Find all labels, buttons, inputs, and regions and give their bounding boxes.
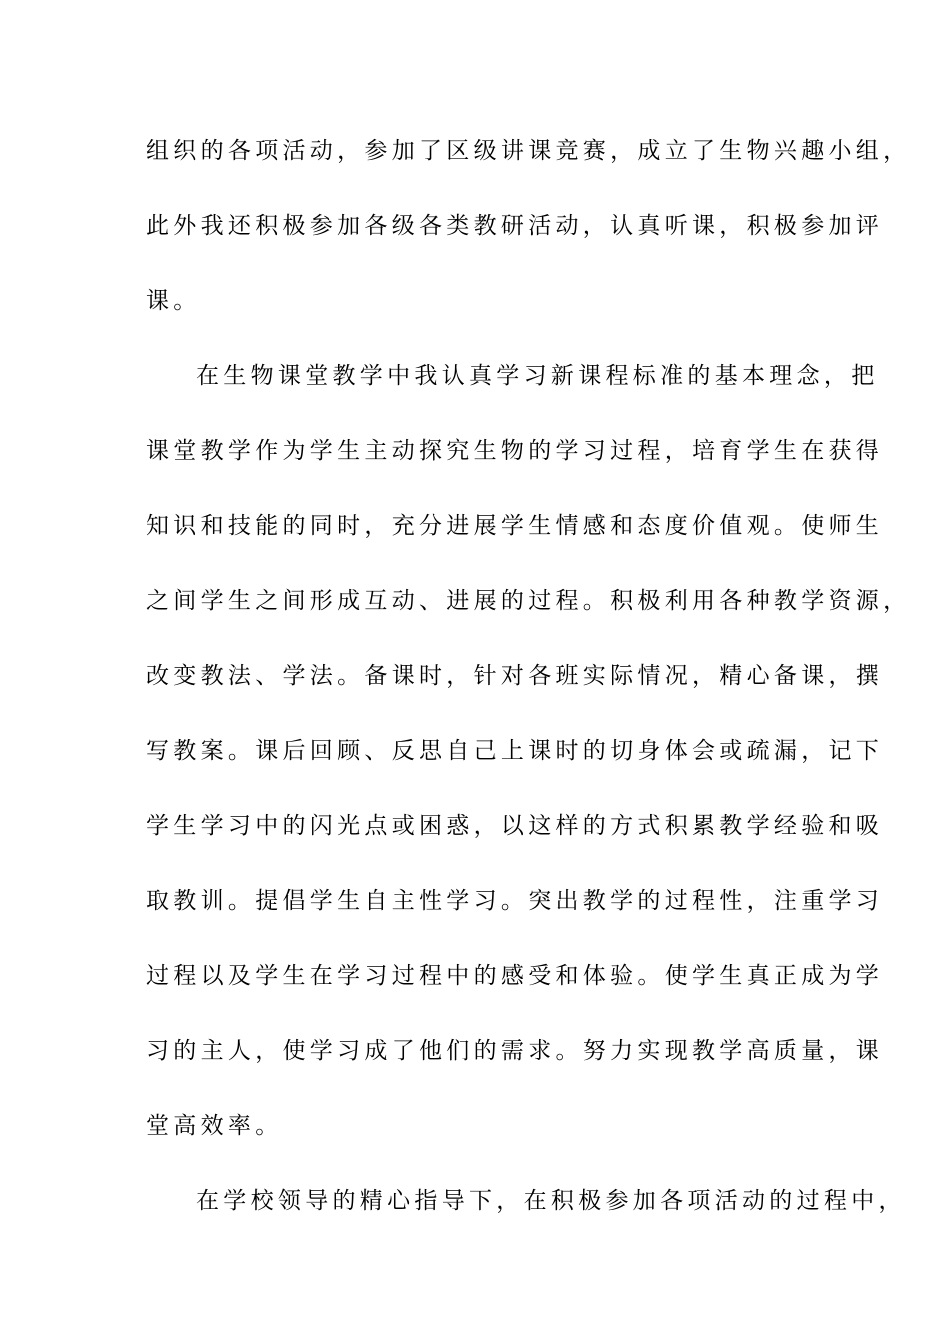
text-line-3: 课。 (146, 288, 201, 314)
text-line-8: 改变教法、学法。备课时，针对各班实际情况，精心备课，撰 (146, 663, 884, 689)
text-line-13: 习的主人，使学习成了他们的需求。努力实现教学高质量，课 (146, 1038, 884, 1064)
paragraph-start-line: 在生物课堂教学中我认真学习新课程标准的基本理念，把 (196, 363, 879, 389)
text-line-1: 组织的各项活动，参加了区级讲课竞赛，成立了生物兴趣小组， (146, 138, 911, 164)
text-line-14: 堂高效率。 (146, 1113, 283, 1139)
text-line-10: 学生学习中的闪光点或困惑，以这样的方式积累教学经验和吸 (146, 813, 884, 839)
paragraph-start-line: 在学校领导的精心指导下，在积极参加各项活动的过程中， (196, 1188, 906, 1214)
text-line-11: 取教训。提倡学生自主性学习。突出教学的过程性，注重学习 (146, 888, 884, 914)
text-line-5: 课堂教学作为学生主动探究生物的学习过程，培育学生在获得 (146, 438, 884, 464)
text-line-12: 过程以及学生在学习过程中的感受和体验。使学生真正成为学 (146, 963, 884, 989)
text-line-7: 之间学生之间形成互动、进展的过程。积极利用各种教学资源， (146, 588, 911, 614)
text-line-6: 知识和技能的同时，充分进展学生情感和态度价值观。使师生 (146, 513, 884, 539)
text-line-9: 写教案。课后回顾、反思自己上课时的切身体会或疏漏，记下 (146, 738, 884, 764)
text-line-2: 此外我还积极参加各级各类教研活动，认真听课，积极参加评 (146, 213, 884, 239)
